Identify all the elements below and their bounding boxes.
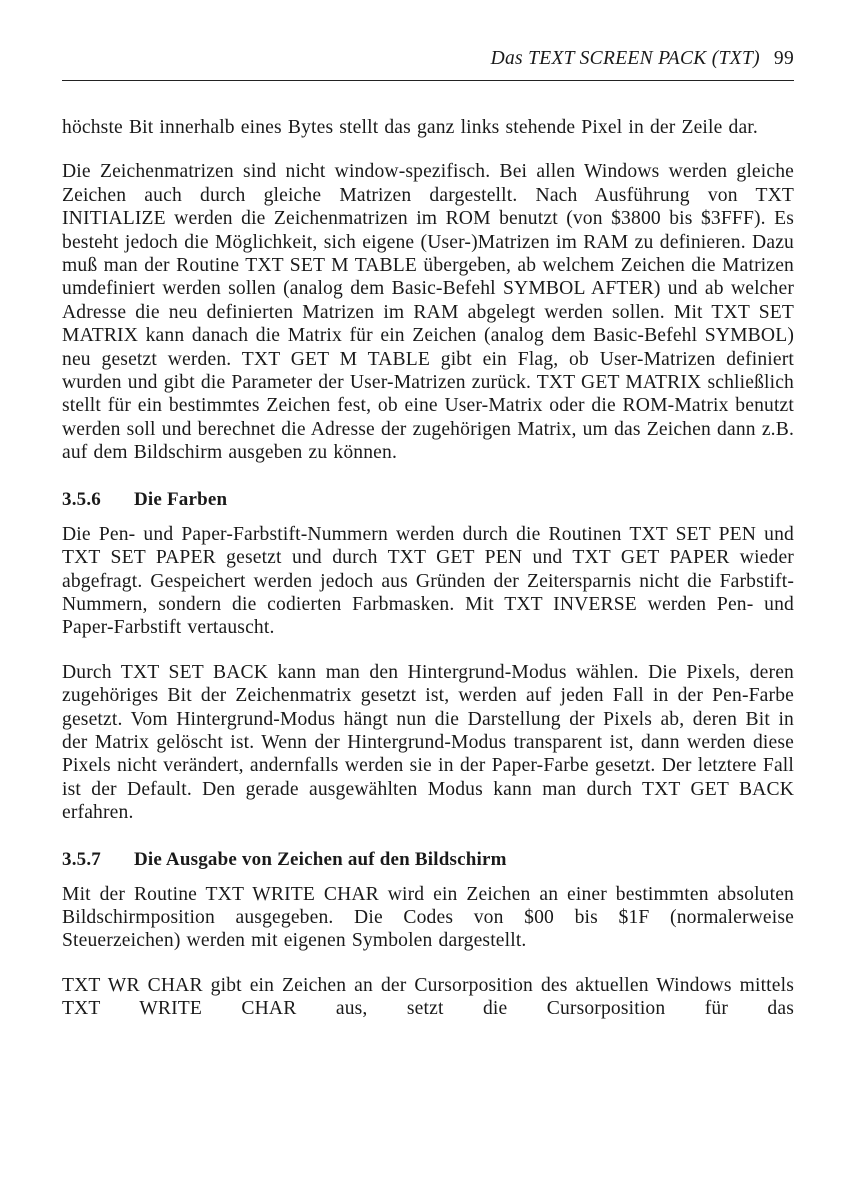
page-number: 99	[773, 48, 794, 69]
section-heading-3-5-6	[62, 488, 794, 511]
section-title: Die Ausgabe von Zeichen auf den Bildschirm	[134, 848, 507, 870]
running-title: Das TEXT SCREEN PACK (TXT)	[490, 48, 760, 69]
page-body	[62, 116, 794, 1021]
section-number: 3.5.7	[62, 848, 101, 870]
running-header	[62, 48, 794, 70]
section-number: 3.5.6	[62, 488, 101, 510]
paragraph-4: Durch TXT SET BACK kann man den Hintergrund-Modus wählen. Die Pixels, deren zugehöriges Bit der Zeichenmatrix gesetzt ist, werden auf jeden Fall in der Pen-Farbe gesetzt. Vom Hintergrund-Modus hängt nun die Darstellung der Pixels ab, deren Bit in der Matrix gelöscht ist. Wenn der Hintergrund-Modus transparent ist, dann werden diese Pixels nicht verändert, andernfalls werden sie in der Paper-Farbe gesetzt. Der letztere Fall ist der Default. Den gerade ausgewählten Modus kann man durch TXT GET BACK erfahren.	[62, 661, 794, 824]
paragraph-2: Die Zeichenmatrizen sind nicht window-spezifisch. Bei allen Windows werden gleiche Zeichen auch durch gleiche Matrizen dargestellt. Nach Ausführung von TXT INITIALIZE werden die Zeichenmatrizen im ROM benutzt (von $3800 bis $3FFF). Es besteht jedoch die Möglichkeit, sich eigene (User-)Matrizen im RAM zu definieren. Dazu muß man der Routine TXT SET M TABLE übergeben, ab welchem Zeichen die Matrizen umdefiniert werden sollen (analog dem Basic-Befehl SYMBOL AFTER) und ab welcher Adresse die neu definierten Matrizen im RAM abgelegt werden sollen. Mit TXT SET MATRIX kann danach die Matrix für ein Zeichen (analog dem Basic-Befehl SYMBOL) neu gesetzt werden. TXT GET M TABLE gibt ein Flag, ob User-Matrizen definiert wurden und gibt die Parameter der User-Matrizen zurück. TXT GET MATRIX schließlich stellt für ein bestimmtes Zeichen fest, ob eine User-Matrix oder die ROM-Matrix benutzt werden soll und berechnet die Adresse der zugehörigen Matrix, um das Zeichen dann z.B. auf dem Bildschirm ausgeben zu können.	[62, 161, 794, 464]
paragraph-3: Die Pen- und Paper-Farbstift-Nummern werden durch die Routinen TXT SET PEN und TXT SET PAPER gesetzt und durch TXT GET PEN und TXT GET PAPER wieder abgefragt. Gespeichert werden jedoch aus Gründen der Zeitersparnis nicht die Farbstift-Nummern, sondern die codierten Farbmasken. Mit TXT INVERSE werden Pen- und Paper-Farbstift vertauscht.	[62, 523, 794, 639]
header-rule	[62, 80, 794, 81]
section-title: Die Farben	[134, 488, 228, 510]
section-heading-3-5-7	[62, 848, 794, 871]
paragraph-1: höchste Bit innerhalb eines Bytes stellt das ganz links stehende Pixel in der Zeile dar.	[62, 117, 758, 138]
paragraph-5: Mit der Routine TXT WRITE CHAR wird ein Zeichen an einer bestimmten absoluten Bildschirmposition ausgegeben. Die Codes von $00 bis $1F (normalerweise Steuerzeichen) werden mit eigenen Symbolen dargestellt.	[62, 883, 794, 952]
paragraph-6: TXT WR CHAR gibt ein Zeichen an der Cursorposition des aktuellen Windows mittels TXT WRITE CHAR aus, setzt die Cursorposition für das	[62, 974, 794, 1020]
